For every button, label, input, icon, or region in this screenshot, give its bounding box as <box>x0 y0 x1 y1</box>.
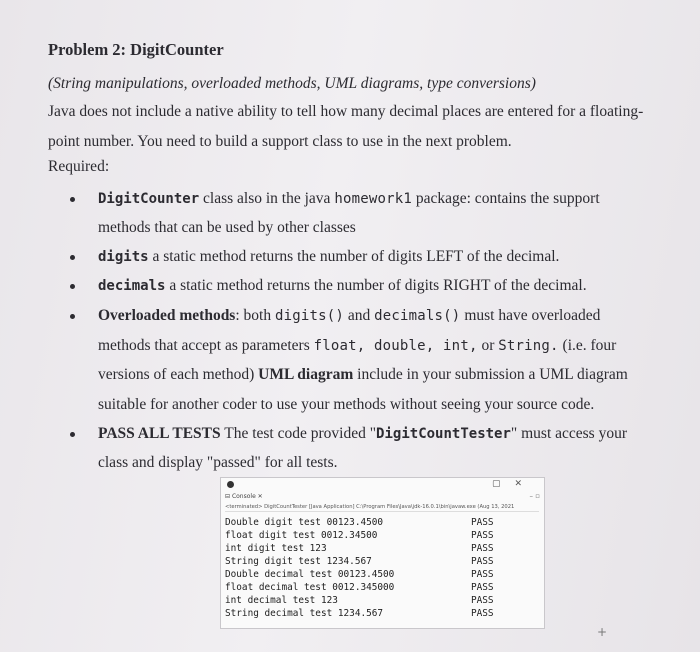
console-result: PASS <box>471 608 494 619</box>
console-line: String decimal test 1234.567 <box>225 608 384 619</box>
console-result: PASS <box>471 582 494 593</box>
restore-icon[interactable]: ▢ <box>491 479 501 489</box>
console-result: PASS <box>471 595 494 606</box>
console-line: float decimal test 0012.345000 <box>225 582 395 593</box>
problem-title: Problem 2: DigitCounter <box>48 40 224 59</box>
console-result: PASS <box>471 556 494 567</box>
eclipse-icon <box>227 481 234 488</box>
bullet-overloaded-line2: methods that accept as parameters float, double, int, or String. (i.e. four <box>98 337 617 354</box>
minimize-icon[interactable]: – ▫ <box>529 492 540 500</box>
console-titlebar <box>221 478 544 492</box>
close-icon[interactable]: ✕ <box>514 479 522 489</box>
console-tab[interactable]: ⊟ Console ✕ <box>225 493 263 500</box>
code-digitcounter: DigitCounter <box>98 191 200 207</box>
console-line: String digit test 1234.567 <box>225 556 372 567</box>
bullet-icon <box>70 197 75 202</box>
bullet-pass-line2: class and display "passed" for all tests. <box>98 454 338 471</box>
code-homework1: homework1 <box>334 191 412 207</box>
console-result: PASS <box>471 517 494 528</box>
code-digits: digits <box>98 249 149 265</box>
console-result: PASS <box>471 543 494 554</box>
bullet-icon <box>70 284 75 289</box>
bullet-overloaded-line3: versions of each method) UML diagram include in your submission a UML diagram <box>98 366 628 383</box>
required-heading: Required: <box>48 158 110 175</box>
intro-line-1: Java does not include a native ability to tell how many decimal places are entered for a floating- <box>48 103 644 120</box>
console-window <box>220 477 545 629</box>
console-line: Double digit test 00123.4500 <box>225 517 384 528</box>
terminated-status: <terminated> DigitCountTester [Java Application] C:\Program Files\Java\jdk-16.0.1\bin\javaw.exe (Aug 13, 2021 <box>225 504 539 512</box>
console-line: Double decimal test 00123.4500 <box>225 569 395 580</box>
problem-subtitle: (String manipulations, overloaded methods, UML diagrams, type conversions) <box>48 75 536 92</box>
bullet-icon <box>70 255 75 260</box>
bullet-icon <box>70 432 75 437</box>
bullet-overloaded: Overloaded methods: both digits() and decimals() must have overloaded <box>98 307 601 324</box>
bullet-pass-all-tests: PASS ALL TESTS The test code provided "DigitCountTester" must access your <box>98 425 627 442</box>
console-line: float digit test 0012.34500 <box>225 530 378 541</box>
console-result: PASS <box>471 530 494 541</box>
bullet-overloaded-line4: suitable for another coder to use your methods without seeing your source code. <box>98 396 595 413</box>
console-line: int digit test 123 <box>225 543 327 554</box>
code-decimals: decimals <box>98 278 166 294</box>
console-result: PASS <box>471 569 494 580</box>
intro-line-2: point number. You need to build a support class to use in the next problem. <box>48 133 512 150</box>
plus-icon: + <box>597 625 608 639</box>
bullet-decimals: decimals a static method returns the number of digits RIGHT of the decimal. <box>98 277 587 294</box>
bullet-digitcounter-line2: methods that can be used by other classes <box>98 219 356 236</box>
console-line: int decimal test 123 <box>225 595 338 606</box>
bullet-digitcounter: DigitCounter class also in the java homework1 package: contains the support <box>98 190 600 207</box>
bullet-digits: digits a static method returns the number of digits LEFT of the decimal. <box>98 248 560 265</box>
bullet-icon <box>70 314 75 319</box>
